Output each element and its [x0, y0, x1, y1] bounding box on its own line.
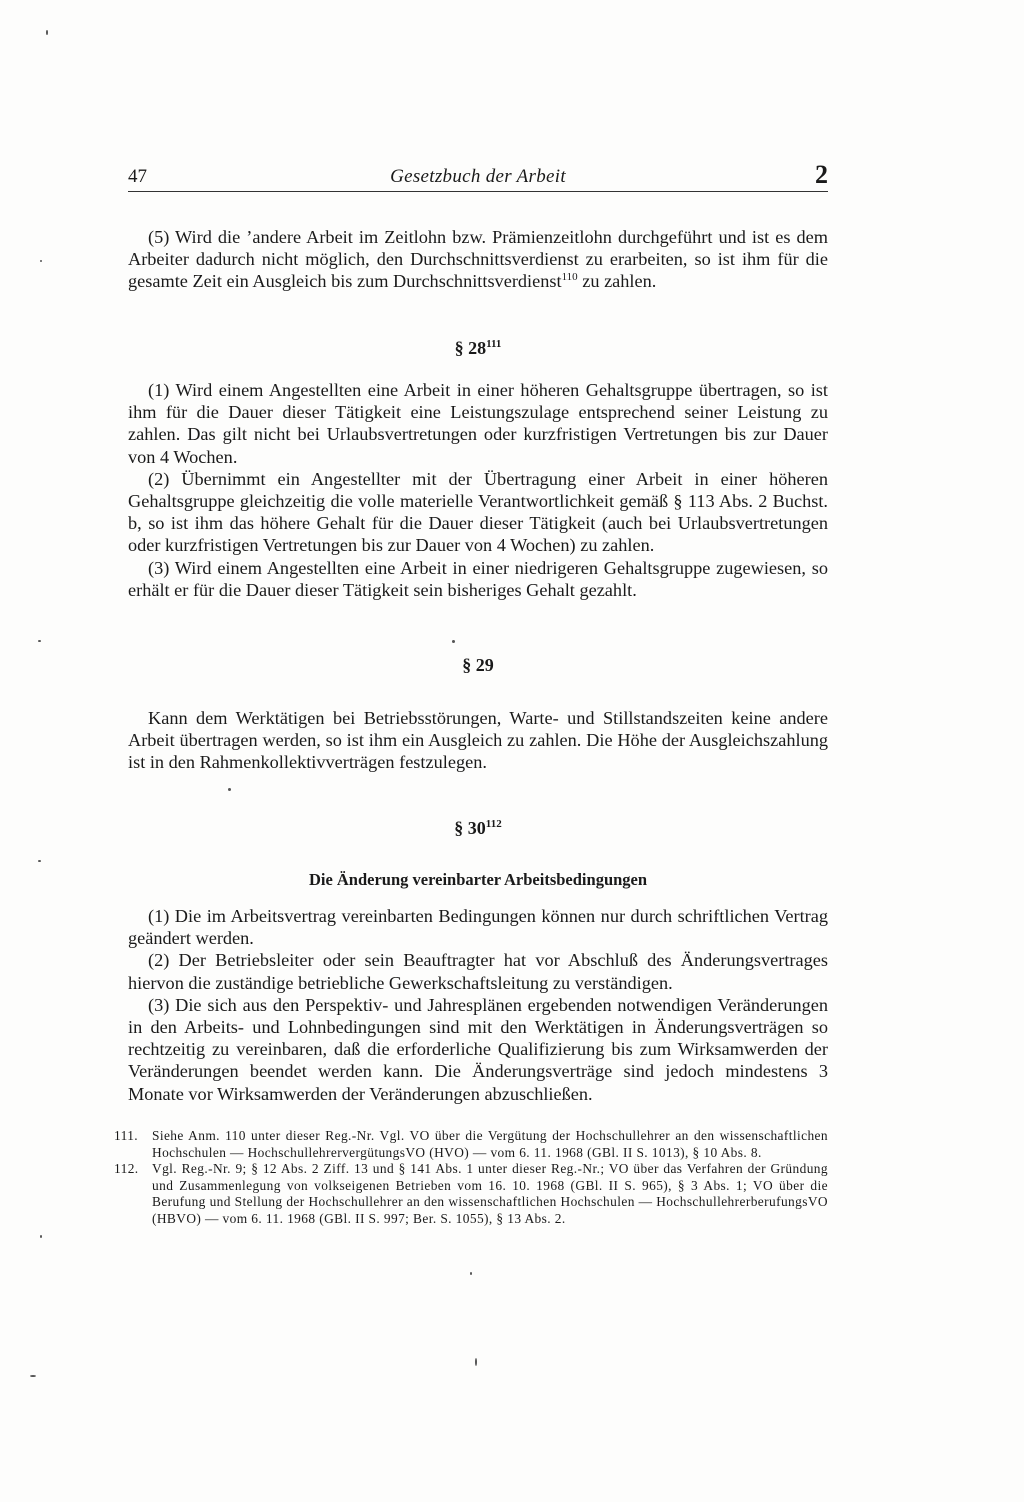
section-28-para-1: (1) Wird einem Angestellten eine Arbeit in einer höheren Gehaltsgruppe übertragen, so ist ihm für die Dauer dieser Tätigkeit eine Leistungszulage entsprechend seiner Leistung zu zahlen. Das gilt nicht bei Urlaubsvertretungen oder kurzfristigen Vertretungen bis zur Dauer von 4 Wochen. — [128, 380, 828, 467]
section-28-heading: § $28^{111}$ — [454, 338, 502, 358]
section-29-heading: § 29 — [462, 655, 494, 675]
footnote-text: Vgl. Reg.-Nr. 9; § 12 Abs. 2 Ziff. 13 und § 141 Abs. 1 unter dieser Reg.-Nr.; VO über das Verfahren der Gründung und Zusammenlegung von volkseigenen Betrieben vom 16. 10. 1968 (GBl. II S. 965), § 3 Abs. 1; VO über die Berufung und Stellung der Hochschullehrer an den wissenschaftlichen Hochschulen — HochschullehrerberufungsVO (HBVO) — vom 6. 11. 1968 (GBl. II S. 997; Ber. S. 1055), § 13 Abs. 2. — [152, 1161, 828, 1226]
section-29-text: Kann dem Werktätigen bei Betriebsstörungen, Warte- und Stillstandszeiten keine andere Arbeit übertragen werden, so ist ihm ein Ausgleich zu zahlen. Die Höhe der Ausgleichszahlung ist in den Rahmenkollektivverträgen festzulegen. — [128, 708, 828, 773]
footnote-number: 112. — [114, 1161, 139, 1177]
section-30-para-2: (2) Der Betriebsleiter oder sein Beauftragter hat vor Abschluß des Änderungsvertrages hiervon die zuständige betriebliche Gewerkschaftsleitung zu verständigen. — [128, 950, 828, 993]
paragraph-5 — [128, 226, 828, 293]
section-30-para-3: (3) Die sich aus den Perspektiv- und Jahresplänen ergebenden notwendigen Veränderungen in den Arbeits- und Lohnbedingungen sind mit den Werktätigen in Änderungsverträgen so rechtzeitig zu vereinbaren, daß die erforderliche Qualifizierung bis zum Wirksamwerden der Veränderungen beendet werden kann. Die Änderungsverträge sind jedoch mindestens 3 Monate vor Wirksamwerden der Veränderungen abzuschließen. — [128, 994, 828, 1104]
footnote-text: Siehe Anm. 110 unter dieser Reg.-Nr. Vgl. VO über die Vergütung der Hochschullehrer an den wissenschaftlichen Hochschulen — HochschullehrervergütungsVO (HVO) — vom 6. 11. 1968 (GBl. II S. 1013), § 10 Abs. 8. — [152, 1128, 828, 1160]
section-30-body — [128, 905, 828, 1105]
section-number: 2 — [815, 160, 828, 189]
section-30-subtitle: Die Änderung vereinbarter Arbeitsbedingungen — [308, 870, 648, 889]
scan-speck — [452, 640, 455, 643]
footnote-ref-111: 111 — [486, 338, 502, 350]
section-30-heading: § $30^{112}$ — [454, 818, 502, 838]
footnote-112 — [114, 1161, 828, 1227]
paragraph-5-text: (5) Wird die ’andere Arbeit im Zeitlohn bzw. Prämienzeitlohn durchgeführt und ist es dem Arbeiter dadurch nicht möglich, den Durchschnittsverdienst zu erarbeiten, so ist ihm für die gesamte Zeit ein Ausgleich bis zum Durchschnittsverdienst$^{110}$ zu zahlen. — [128, 227, 828, 292]
section-28-para-3: (3) Wird einem Angestellten eine Arbeit in einer niedrigeren Gehaltsgruppe zugewiesen, so erhält er für die Dauer dieser Tätigkeit sein bisheriges Gehalt gezahlt. — [128, 557, 828, 600]
scan-speck — [30, 1375, 36, 1377]
scan-speck — [40, 1235, 42, 1238]
scan-speck — [228, 788, 231, 791]
section-28-para-2: (2) Übernimmt ein Angestellter mit der Übertragung einer Arbeit in einer höheren Gehaltsgruppe gleichzeitig die volle materielle Verantwortlichkeit gemäß § 113 Abs. 2 Buchst. b, so ist ihm das höhere Gehalt für die Dauer dieser Tätigkeit (auch bei Urlaubsvertretungen oder kurzfristigen Vertretungen bis zur Dauer von 4 Wochen) zu zahlen. — [128, 468, 828, 556]
scan-speck — [46, 30, 48, 35]
section-28-body — [128, 379, 828, 601]
scan-speck — [475, 1358, 477, 1366]
scan-speck — [38, 640, 41, 642]
footnote-ref-112: 112 — [485, 818, 502, 830]
footnotes — [114, 1128, 828, 1228]
page-number: 47 — [128, 166, 147, 187]
scan-speck — [40, 260, 42, 262]
footnote-ref-110: 110 — [561, 271, 578, 284]
scan-speck — [38, 860, 41, 862]
page-header — [128, 160, 828, 192]
running-title: Gesetzbuch der Arbeit — [390, 166, 566, 187]
section-30-para-1: (1) Die im Arbeitsvertrag vereinbarten Bedingungen können nur durch schriftlichen Vertrag geändert werden. — [128, 906, 828, 949]
footnote-111 — [114, 1128, 828, 1161]
section-29-body — [128, 707, 828, 774]
footnote-number: 111. — [114, 1128, 139, 1143]
scan-speck — [470, 1272, 472, 1275]
